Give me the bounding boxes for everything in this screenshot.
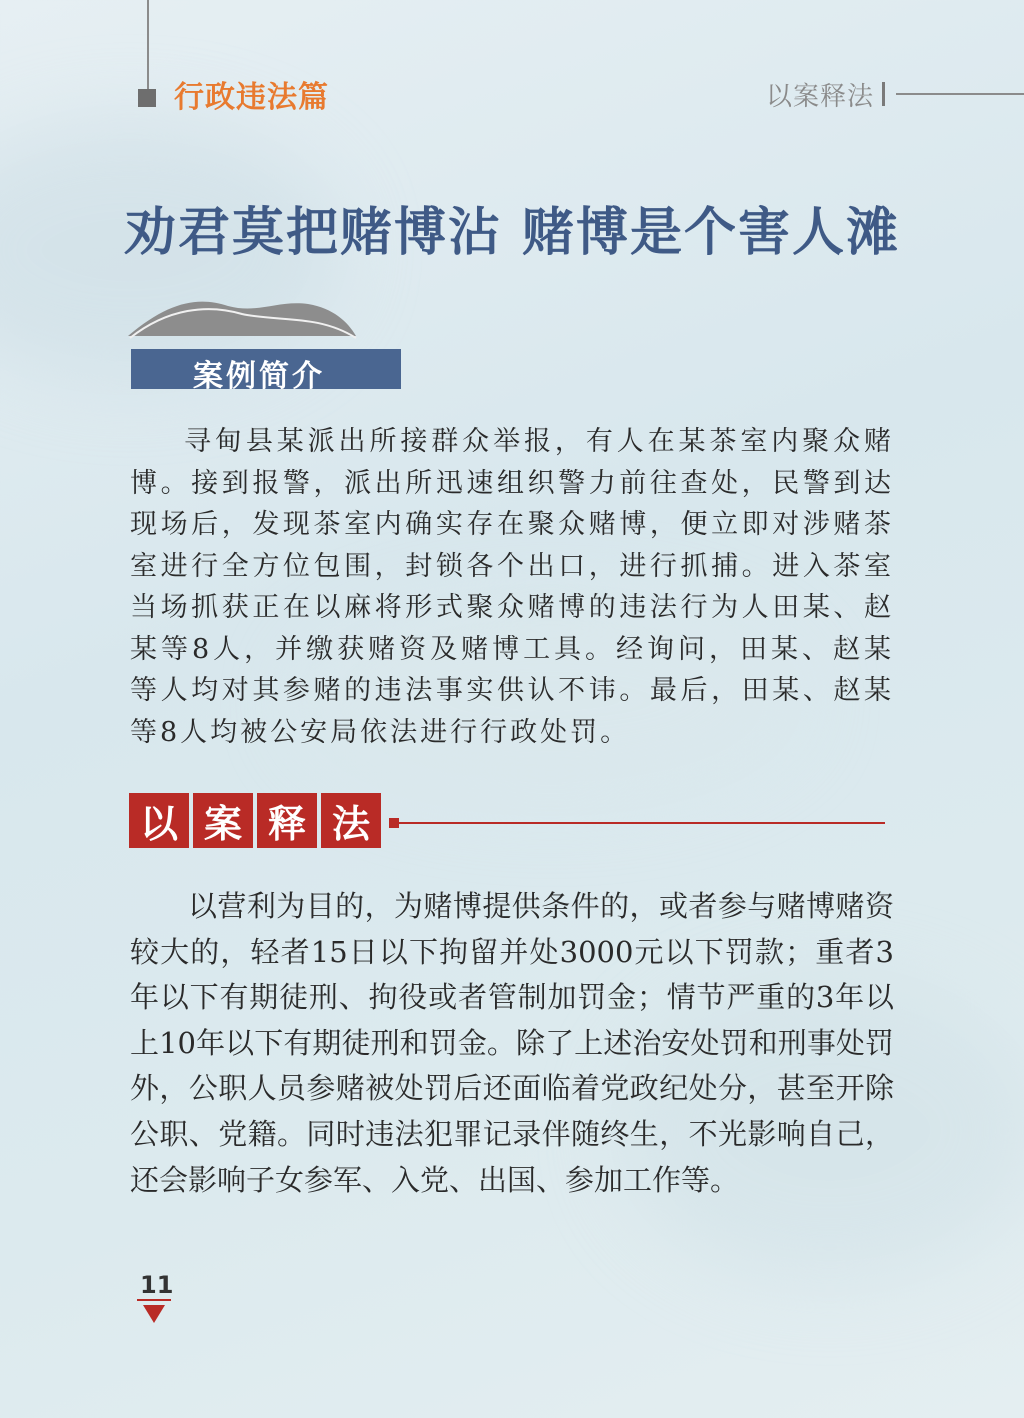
law-heading-char: 以 xyxy=(129,793,189,848)
law-heading-rule xyxy=(399,822,885,824)
case-section-label: 案例简介 xyxy=(193,359,325,394)
law-heading-char: 释 xyxy=(257,793,317,848)
page-triangle-icon xyxy=(143,1305,165,1323)
law-section-heading xyxy=(129,793,381,848)
mountain-icon xyxy=(128,292,358,342)
law-heading-char: 案 xyxy=(193,793,253,848)
page-number: 11 xyxy=(140,1271,174,1299)
page-number-underline xyxy=(137,1299,171,1301)
law-paragraph: 以营利为目的，为赌博提供条件的，或者参与赌博赌资较大的，轻者15日以下拘留并处3000元以下罚款；重者3年以下有期徒刑、拘役或者管制加罚金；情节严重的3年以上10年以下有期徒刑和罚金。除了上述治安处罚和刑事处罚外，公职人员参赌被处罚后还面临着党政纪处分，甚至开除公职、党籍。同时违法犯罪记录伴随终生，不光影响自己，还会影响子女参军、入党、出国、参加工作等。 xyxy=(130,889,894,1197)
header-rule xyxy=(896,93,1024,95)
law-heading-char: 法 xyxy=(321,793,381,848)
header-rule-bar xyxy=(882,82,885,106)
section-tag: 行政违法篇 xyxy=(174,80,329,115)
case-paragraph: 寻甸县某派出所接群众举报，有人在某茶室内聚众赌博。接到报警，派出所迅速组织警力前往查处，民警到达现场后，发现茶室内确实存在聚众赌博，便立即对涉赌茶室进行全方位包围，封锁各个出口，进行抓捕。进入茶室当场抓获正在以麻将形式聚众赌博的违法行为人田某、赵某等8人，并缴获赌资及赌博工具。经询问，田某、赵某等人均对其参赌的违法事实供认不讳。最后，田某、赵某等8人均被公安局依法进行行政处罚。 xyxy=(130,426,894,748)
law-heading-dot xyxy=(389,818,399,828)
header-vertical-line xyxy=(147,0,149,100)
section-marker-square xyxy=(138,89,156,107)
series-title: 以案释法 xyxy=(765,82,874,112)
page-title: 劝君莫把赌博沾 赌博是个害人滩 xyxy=(123,202,901,263)
